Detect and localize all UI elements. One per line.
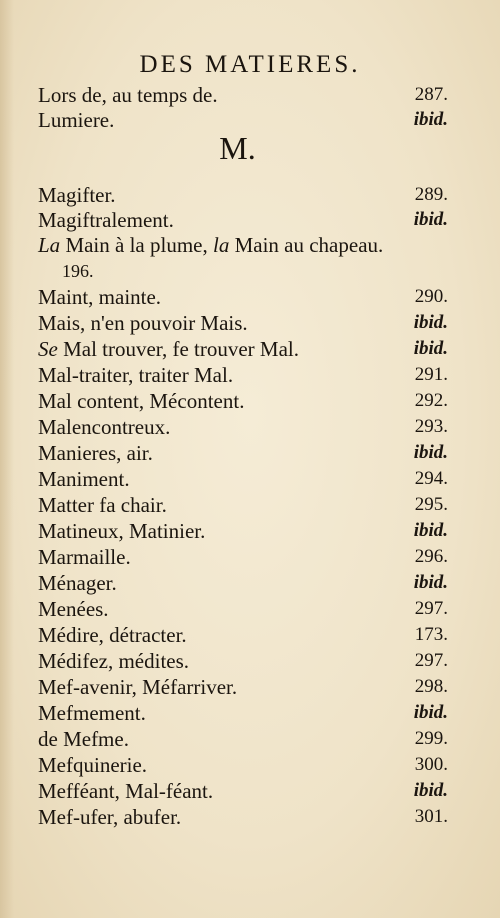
index-entry bbox=[38, 82, 448, 108]
entry-term: Malencontreux. bbox=[38, 415, 171, 439]
entry-page: 297. bbox=[414, 598, 448, 619]
index-entry bbox=[38, 674, 448, 700]
index-entry bbox=[38, 570, 448, 596]
index-entry bbox=[38, 596, 448, 622]
entry-term bbox=[38, 232, 383, 258]
entry-term-text: Main à la plume, bbox=[60, 233, 213, 257]
entry-term: Magifter. bbox=[38, 183, 116, 207]
index-entry bbox=[38, 622, 448, 648]
entry-page: ibid. bbox=[413, 338, 448, 359]
entry-term: Menées. bbox=[38, 597, 109, 621]
entry-page: 296. bbox=[414, 546, 448, 567]
entry-page: 292. bbox=[414, 390, 448, 411]
entry-term: Lumiere. bbox=[38, 108, 115, 132]
page-header: DES MATIERES. bbox=[139, 51, 361, 78]
entry-term: Mefféant, Mal-féant. bbox=[38, 779, 214, 803]
index-entry bbox=[38, 752, 448, 778]
entry-term: Médifez, médites. bbox=[38, 649, 190, 673]
entry-term bbox=[38, 336, 299, 362]
entry-page: 300. bbox=[414, 754, 448, 775]
section-letter: M. bbox=[219, 130, 256, 166]
entry-page: ibid. bbox=[413, 520, 448, 541]
entry-term: Maint, mainte. bbox=[38, 285, 162, 309]
entry-page: 301. bbox=[414, 806, 448, 827]
entry-page: 299. bbox=[414, 728, 448, 749]
index-entry bbox=[38, 726, 448, 752]
entry-page: ibid. bbox=[413, 109, 448, 130]
index-entry bbox=[38, 804, 448, 830]
entry-term-text: Mal trouver, fe trouver Mal. bbox=[57, 337, 299, 361]
entry-term: Marmaille. bbox=[38, 545, 131, 569]
entry-term-text: Main au chapeau. bbox=[229, 233, 384, 257]
entry-page: 297. bbox=[414, 650, 448, 671]
index-entry bbox=[38, 388, 448, 414]
entry-term: Mais, n'en pouvoir Mais. bbox=[38, 311, 248, 335]
index-entry bbox=[38, 284, 448, 310]
entry-continuation: 196. bbox=[62, 261, 94, 281]
entry-term: Mal content, Mécontent. bbox=[38, 389, 245, 413]
index-entry bbox=[38, 778, 448, 804]
entry-term: Mef-avenir, Méfarriver. bbox=[38, 675, 238, 699]
index-entry bbox=[38, 648, 448, 674]
entry-term-article: La bbox=[38, 233, 61, 257]
entry-term: Maniment. bbox=[38, 467, 130, 491]
index-entry bbox=[38, 492, 448, 518]
entry-page: 293. bbox=[414, 416, 448, 437]
entry-page: 287. bbox=[414, 84, 448, 105]
index-entry bbox=[38, 362, 448, 388]
index-entry bbox=[38, 518, 448, 544]
entry-page: 289. bbox=[414, 184, 448, 205]
entry-page: 173. bbox=[414, 624, 448, 645]
index-entry bbox=[38, 700, 448, 726]
index-entry bbox=[38, 207, 448, 233]
index-entry bbox=[38, 544, 448, 570]
entry-page: 295. bbox=[414, 494, 448, 515]
entry-page: ibid. bbox=[413, 312, 448, 333]
index-entry bbox=[38, 414, 448, 440]
index-entry bbox=[38, 466, 448, 492]
entry-term: Mefquinerie. bbox=[38, 753, 148, 777]
entry-page: 291. bbox=[414, 364, 448, 385]
entry-term: Lors de, au temps de. bbox=[38, 83, 218, 107]
entry-page: 298. bbox=[414, 676, 448, 697]
index-entry bbox=[38, 440, 448, 466]
index-entry bbox=[38, 336, 448, 362]
entry-term: Mal-traiter, traiter Mal. bbox=[38, 363, 234, 387]
entry-term: Ménager. bbox=[38, 571, 117, 595]
entry-term: Médire, détracter. bbox=[38, 623, 187, 647]
index-entry bbox=[38, 310, 448, 336]
entry-term: de Mefme. bbox=[38, 727, 129, 751]
entry-page: ibid. bbox=[413, 572, 448, 593]
entry-page: ibid. bbox=[413, 209, 448, 230]
entry-page: 290. bbox=[414, 286, 448, 307]
entry-term-article: Se bbox=[38, 337, 58, 361]
entry-term: Matter fa chair. bbox=[38, 493, 167, 517]
entry-page: ibid. bbox=[413, 780, 448, 801]
index-entry bbox=[38, 232, 478, 258]
index-entry bbox=[38, 182, 448, 208]
entry-term-article: la bbox=[212, 233, 230, 257]
entry-term: Matineux, Matinier. bbox=[38, 519, 206, 543]
entry-term: Mefmement. bbox=[38, 701, 146, 725]
entry-term: Mef-ufer, abufer. bbox=[38, 805, 182, 829]
entry-term: Manieres, air. bbox=[38, 441, 153, 465]
entry-page: ibid. bbox=[413, 702, 448, 723]
entry-page: ibid. bbox=[413, 442, 448, 463]
entry-page: 294. bbox=[414, 468, 448, 489]
entry-term: Magiftralement. bbox=[38, 208, 174, 232]
